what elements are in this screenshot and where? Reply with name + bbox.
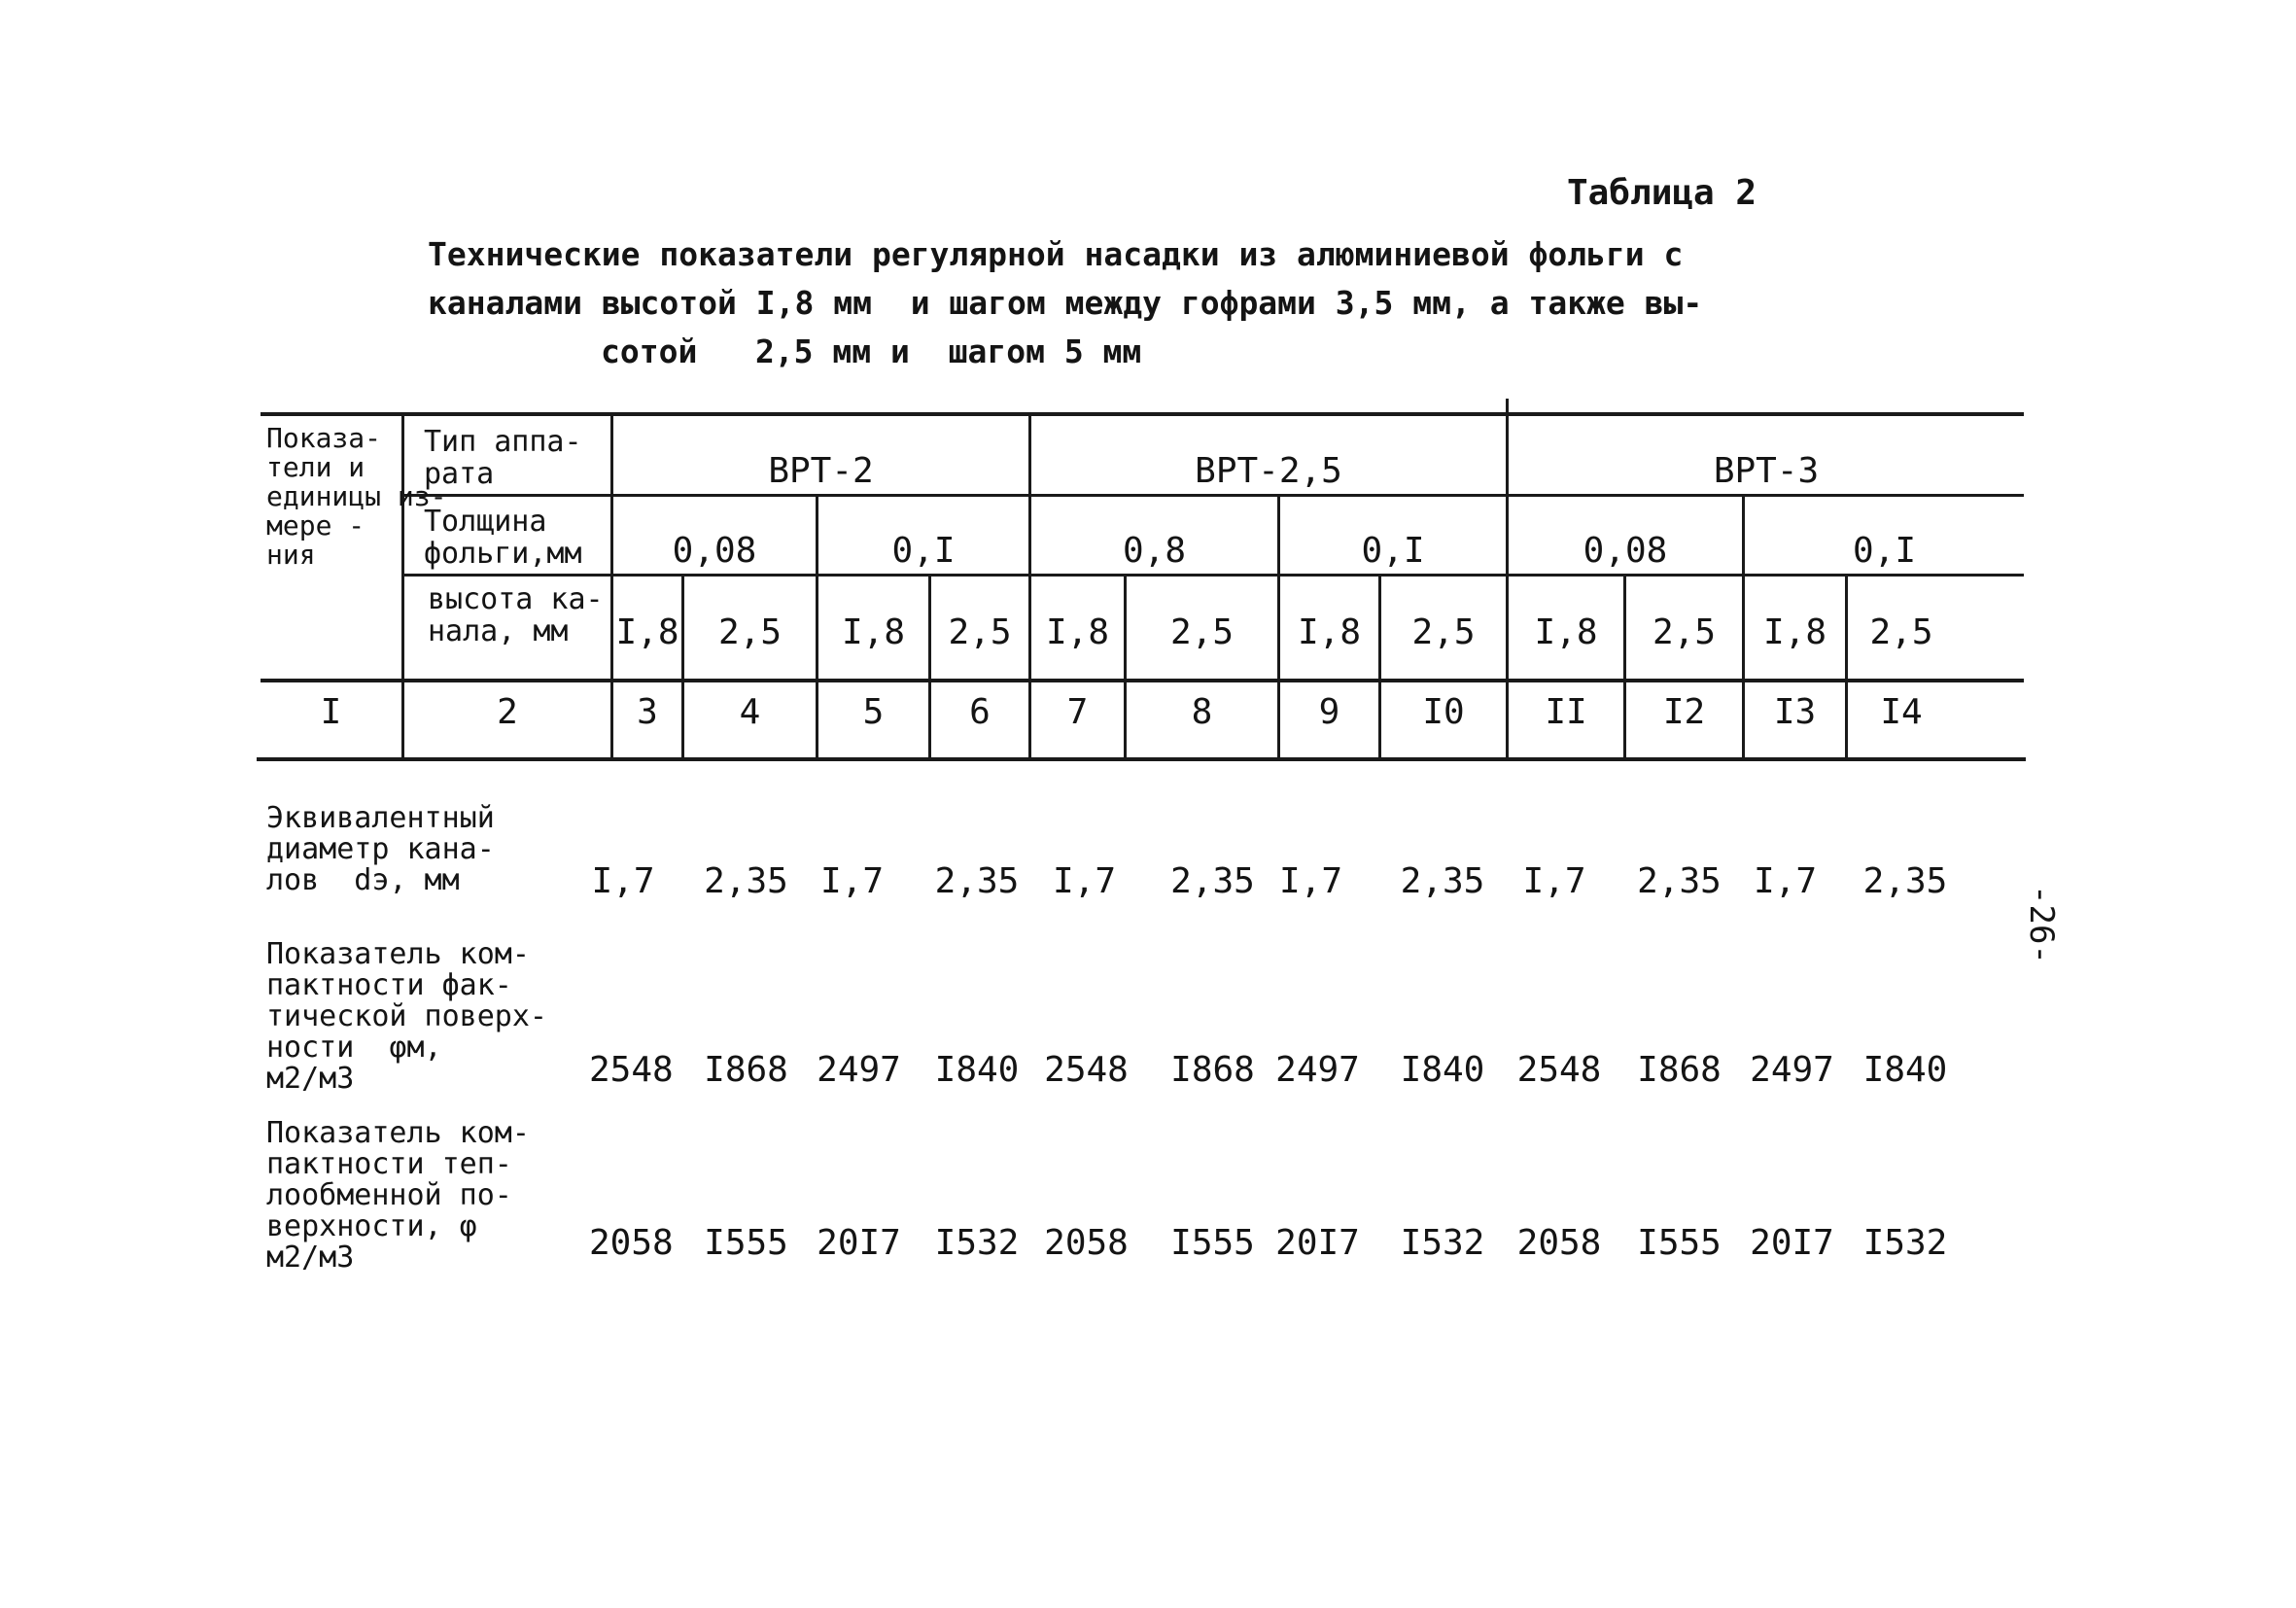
header-stub: Показа- тели и единицы из- мере - ния [266, 422, 447, 571]
row1-col4: 2,35 [704, 861, 788, 901]
colnum-9: 9 [1318, 692, 1340, 732]
row2-col14: I840 [1862, 1050, 1948, 1090]
row3-col7: 2058 [1044, 1223, 1129, 1263]
row3-col11: 2058 [1516, 1223, 1602, 1263]
row2-col7: 2548 [1044, 1050, 1129, 1090]
row2-col8: I868 [1170, 1050, 1255, 1090]
apparatus-vrt-2: ВРТ-2 [768, 451, 874, 491]
table-caption-line-3: сотой 2,5 мм и шагом 5 мм [601, 332, 1142, 370]
row3-col13: 20I7 [1750, 1223, 1834, 1263]
thickness-6: 0,I [1852, 531, 1917, 571]
colnum-13: I3 [1773, 692, 1817, 732]
row2-col13: 2497 [1750, 1050, 1834, 1090]
thickness-2: 0,I [891, 531, 956, 571]
row3-col9: 20I7 [1275, 1223, 1360, 1263]
height-col-11: I,8 [1534, 612, 1598, 652]
colnum-8: 8 [1191, 692, 1213, 732]
row1-col3: I,7 [591, 861, 655, 901]
row3-col12: I555 [1637, 1223, 1722, 1263]
row1-col12: 2,35 [1637, 861, 1722, 901]
colnum-14: I4 [1880, 692, 1923, 732]
row3-col14: I532 [1862, 1223, 1948, 1263]
row1-col5: I,7 [819, 861, 885, 901]
height-col-6: 2,5 [948, 612, 1012, 652]
height-col-7: I,8 [1045, 612, 1110, 652]
header-channel-height: высота ка- нала, мм [428, 582, 604, 648]
height-col-10: 2,5 [1411, 612, 1476, 652]
row-label-equivalent-diameter: Эквивалентный диаметр кана- лов dэ, мм [266, 801, 495, 897]
thickness-5: 0,08 [1583, 531, 1668, 571]
row1-col8: 2,35 [1170, 861, 1255, 901]
row3-col6: I532 [934, 1223, 1020, 1263]
row3-col8: I555 [1170, 1223, 1255, 1263]
thickness-1: 0,08 [672, 531, 757, 571]
header-apparatus-type: Тип аппа- рата [424, 425, 582, 491]
thickness-4: 0,I [1361, 531, 1425, 571]
colnum-4: 4 [739, 692, 761, 732]
height-col-3: I,8 [615, 612, 679, 652]
height-col-9: I,8 [1297, 612, 1362, 652]
colnum-5: 5 [862, 692, 885, 732]
row1-col6: 2,35 [934, 861, 1020, 901]
apparatus-vrt-3: ВРТ-3 [1713, 451, 1820, 491]
row2-col11: 2548 [1516, 1050, 1602, 1090]
apparatus-vrt-2-5: ВРТ-2,5 [1195, 451, 1342, 491]
colnum-6: 6 [969, 692, 991, 732]
height-col-13: I,8 [1762, 612, 1827, 652]
row1-col11: I,7 [1522, 861, 1586, 901]
row-label-compactness-heat-exchange: Показатель ком- пактности теп- лообменной по- верхности, φ м2/м3 [266, 1116, 530, 1275]
row3-col5: 20I7 [817, 1223, 901, 1263]
row2-col4: I868 [704, 1050, 788, 1090]
height-col-12: 2,5 [1652, 612, 1717, 652]
thickness-3: 0,8 [1122, 531, 1187, 571]
colnum-10: I0 [1422, 692, 1465, 732]
row2-col5: 2497 [817, 1050, 901, 1090]
height-col-5: I,8 [841, 612, 906, 652]
row2-col12: I868 [1637, 1050, 1722, 1090]
height-col-8: 2,5 [1169, 612, 1235, 652]
colnum-12: I2 [1662, 692, 1706, 732]
colnum-2: 2 [497, 692, 518, 732]
row2-col9: 2497 [1275, 1050, 1360, 1090]
row1-col7: I,7 [1052, 861, 1117, 901]
colnum-1: I [320, 692, 342, 732]
page-number: -26- [2022, 885, 2061, 964]
row1-col13: I,7 [1753, 861, 1818, 901]
colnum-11: II [1545, 692, 1587, 732]
table-label: Таблица 2 [1567, 173, 1757, 213]
row1-col14: 2,35 [1862, 861, 1948, 901]
row2-col10: I840 [1400, 1050, 1485, 1090]
row1-col10: 2,35 [1400, 861, 1485, 901]
row2-col3: 2548 [589, 1050, 674, 1090]
row3-col4: I555 [704, 1223, 788, 1263]
height-col-14: 2,5 [1869, 612, 1933, 652]
row3-col3: 2058 [589, 1223, 674, 1263]
header-foil-thickness: Толщина фольги,мм [424, 505, 582, 571]
colnum-3: 3 [637, 692, 658, 732]
colnum-7: 7 [1066, 692, 1089, 732]
table-caption-line-1: Технические показатели регулярной насадки из алюминиевой фольги с [428, 235, 1684, 273]
row2-col6: I840 [934, 1050, 1020, 1090]
row-label-compactness-actual: Показатель ком- пактности фак- тической поверх- ности φм, м2/м3 [266, 937, 547, 1096]
row1-col9: I,7 [1278, 861, 1343, 901]
row3-col10: I532 [1400, 1223, 1485, 1263]
height-col-4: 2,5 [717, 612, 783, 652]
table-caption-line-2: каналами высотой I,8 мм и шагом между гофрами 3,5 мм, а также вы- [428, 284, 1703, 322]
